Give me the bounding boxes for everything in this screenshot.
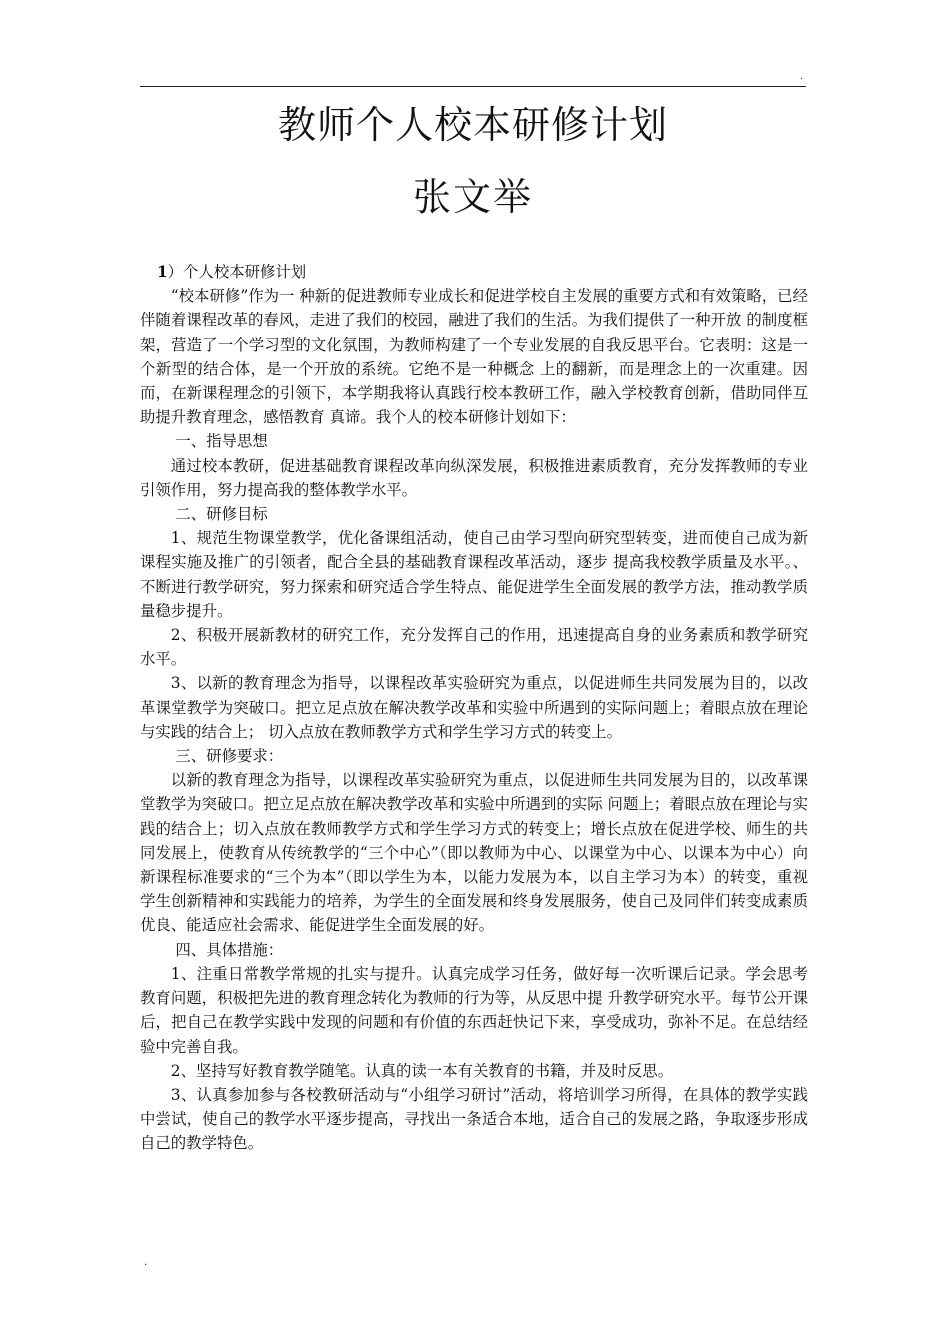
footer-dot: . [144, 1257, 148, 1268]
section-heading: 四、具体措施： [175, 940, 284, 959]
section-paragraph: 以新的教育理念为指导，以课程改革实验研究为重点，以促进师生共同发展为目的，以改革课堂教学为突破口。把立足点放在解决教学改革和实验中所遇到的实际 问题上；着眼点放在理论与实践的结合上；切入点放在教师教学方式和学生学习方式的转变上；增长点放在促进学校、师生的共同发展上，使教育从传统教学的“三个中心”（即以教师为中心、以课堂为中心、以课本为中心）向新课程标准要求的“三个为本”（即以学生为本，以能力发展为本，以自主学习为本）的转变，重视 学生创新精神和实践能力的培养，为学生的全面发展和终身发展服务，使自己及同伴们转变成素质优良、能适应社会需求、能促进学生全面发展的好。 [140, 771, 808, 935]
section-intro-number: 1 [156, 263, 168, 281]
section-paragraph: 通过校本教研，促进基础教育课程改革向纵深发展，积极推进素质教育，充分发挥教师的专业引领作用，努力提高我的整体教学水平。 [140, 456, 808, 499]
section-paragraph: 1、注重日常教学常规的扎实与提升。认真完成学习任务，做好每一次听课后记录。学会思考教育问题，积极把先进的教育理念转化为教师的行为等，从反思中提 升教学研究水平。每节公开课后，把自己在教学实践中发现的问题和有价值的东西赶快记下来，享受成功，弥补不足。在总结经验中完善自我。 [140, 964, 808, 1056]
section-heading: 三、研修要求： [175, 747, 284, 766]
header-dot: . [800, 71, 804, 82]
section-paragraph: 2、积极开展新教材的研究工作，充分发挥自己的作用，迅速提高自身的业务素质和教学研究水平。 [140, 626, 808, 669]
section-paragraph: 3、以新的教育理念为指导，以课程改革实验研究为重点，以促进师生共同发展为目的，以改革课堂教学为突破口。把立足点放在解决教学改革和实验中所遇到的实际问题上；着眼点放在理论与实践的结合上； 切入点放在教师教学方式和学生学习方式的转变上。 [140, 674, 808, 741]
section-heading: 二、研修目标 [175, 505, 268, 524]
intro-paragraph: “校本研修”作为一 种新的促进教师专业成长和促进学校自主发展的重要方式和有效策略，已经伴随着课程改革的春风，走进了我们的校园，融进了我们的生活。为我们提供了一种开放 的制度框架，营造了一个学习型的文化氛围，为教师构建了一个专业发展的自我反思平台。它表明：这是一个新型的结合体，是一个开放的系统。它绝不是一种概念 上的翻新，而是理念上的一次重建。因而，在新课程理念的引领下，本学期我将认真践行校本教研工作，融入学校教育创新，借助同伴互助提升教育理念，感悟教育 真谛。我个人的校本研修计划如下： [140, 287, 808, 427]
section-heading: 一、指导思想 [175, 432, 268, 451]
section-intro-title: ）个人校本研修计划 [167, 263, 307, 281]
header-rule [140, 86, 806, 87]
document-body [140, 260, 808, 1156]
author-name: 张文举 [412, 175, 533, 219]
section-paragraph: 1、规范生物课堂教学，优化备课组活动，使自己由学习型向研究型转变，进而使自己成为新课程实施及推广的引领者，配合全县的基础教育课程改革活动，逐步 提高我校教学质量及水平。、不断进行教学研究，努力探索和研究适合学生特点、能促进学生全面发展的教学方法，推动教学质量稳步提升。 [140, 529, 808, 620]
section-intro-heading [140, 260, 808, 284]
section-paragraph: 3、认真参加参与各校教研活动与“小组学习研讨”活动，将培训学习所得，在具体的教学实践中尝试，使自己的教学水平逐步提高，寻找出一条适合本地，适合自己的发展之路，争取逐步形成自己的教学特色。 [140, 1085, 808, 1153]
section-paragraph: 2、坚持写好教育教学随笔。认真的读一本有关教育的书籍，并及时反思。 [170, 1061, 674, 1080]
document-title: 教师个人校本研修计划 [277, 103, 668, 147]
